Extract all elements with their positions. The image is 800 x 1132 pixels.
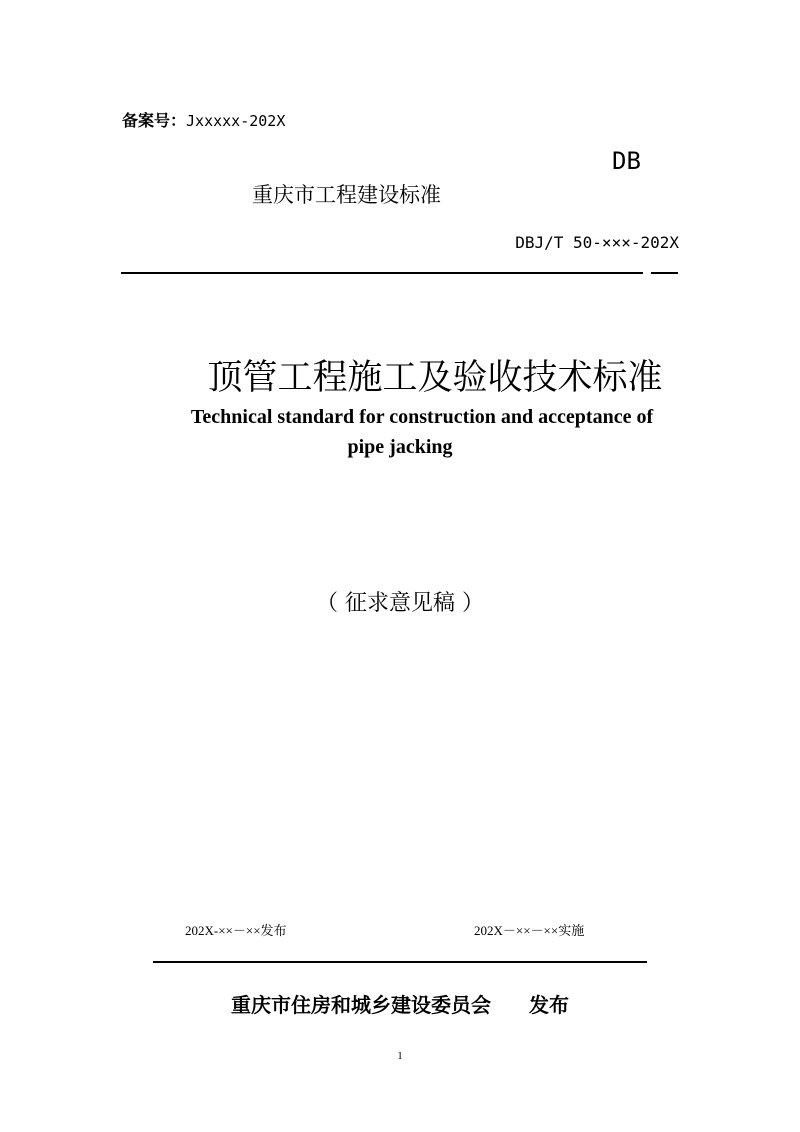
db-mark: DB [612, 147, 641, 175]
standard-organization: 重庆市工程建设标准 [252, 183, 441, 207]
publisher-action: 发布 [529, 993, 569, 1017]
filing-label: 备案号： [122, 111, 187, 130]
document-title-english-line2: pipe jacking [347, 436, 453, 458]
publisher-name: 重庆市住房和城乡建设委员会 [231, 993, 491, 1017]
document-title-english-line1: Technical standard for construction and acceptance of [190, 406, 654, 428]
issue-date: 202X-××－××发布 [185, 923, 287, 938]
standard-code: DBJ/T 50-×××-202X [515, 233, 679, 252]
implementation-date: 202X－××－××实施 [474, 923, 585, 938]
document-title-chinese: 顶管工程施工及验收技术标准 [207, 358, 663, 398]
footer-rule [153, 961, 647, 963]
publisher-line [0, 989, 800, 1018]
header-rule [121, 272, 643, 274]
draft-label: （ 征求意见稿 ） [316, 591, 484, 616]
filing-number: Jxxxxx-202X [186, 112, 286, 130]
header-rule-short [651, 272, 678, 274]
page-number: 1 [397, 1050, 403, 1062]
filing-number-line [122, 108, 285, 131]
